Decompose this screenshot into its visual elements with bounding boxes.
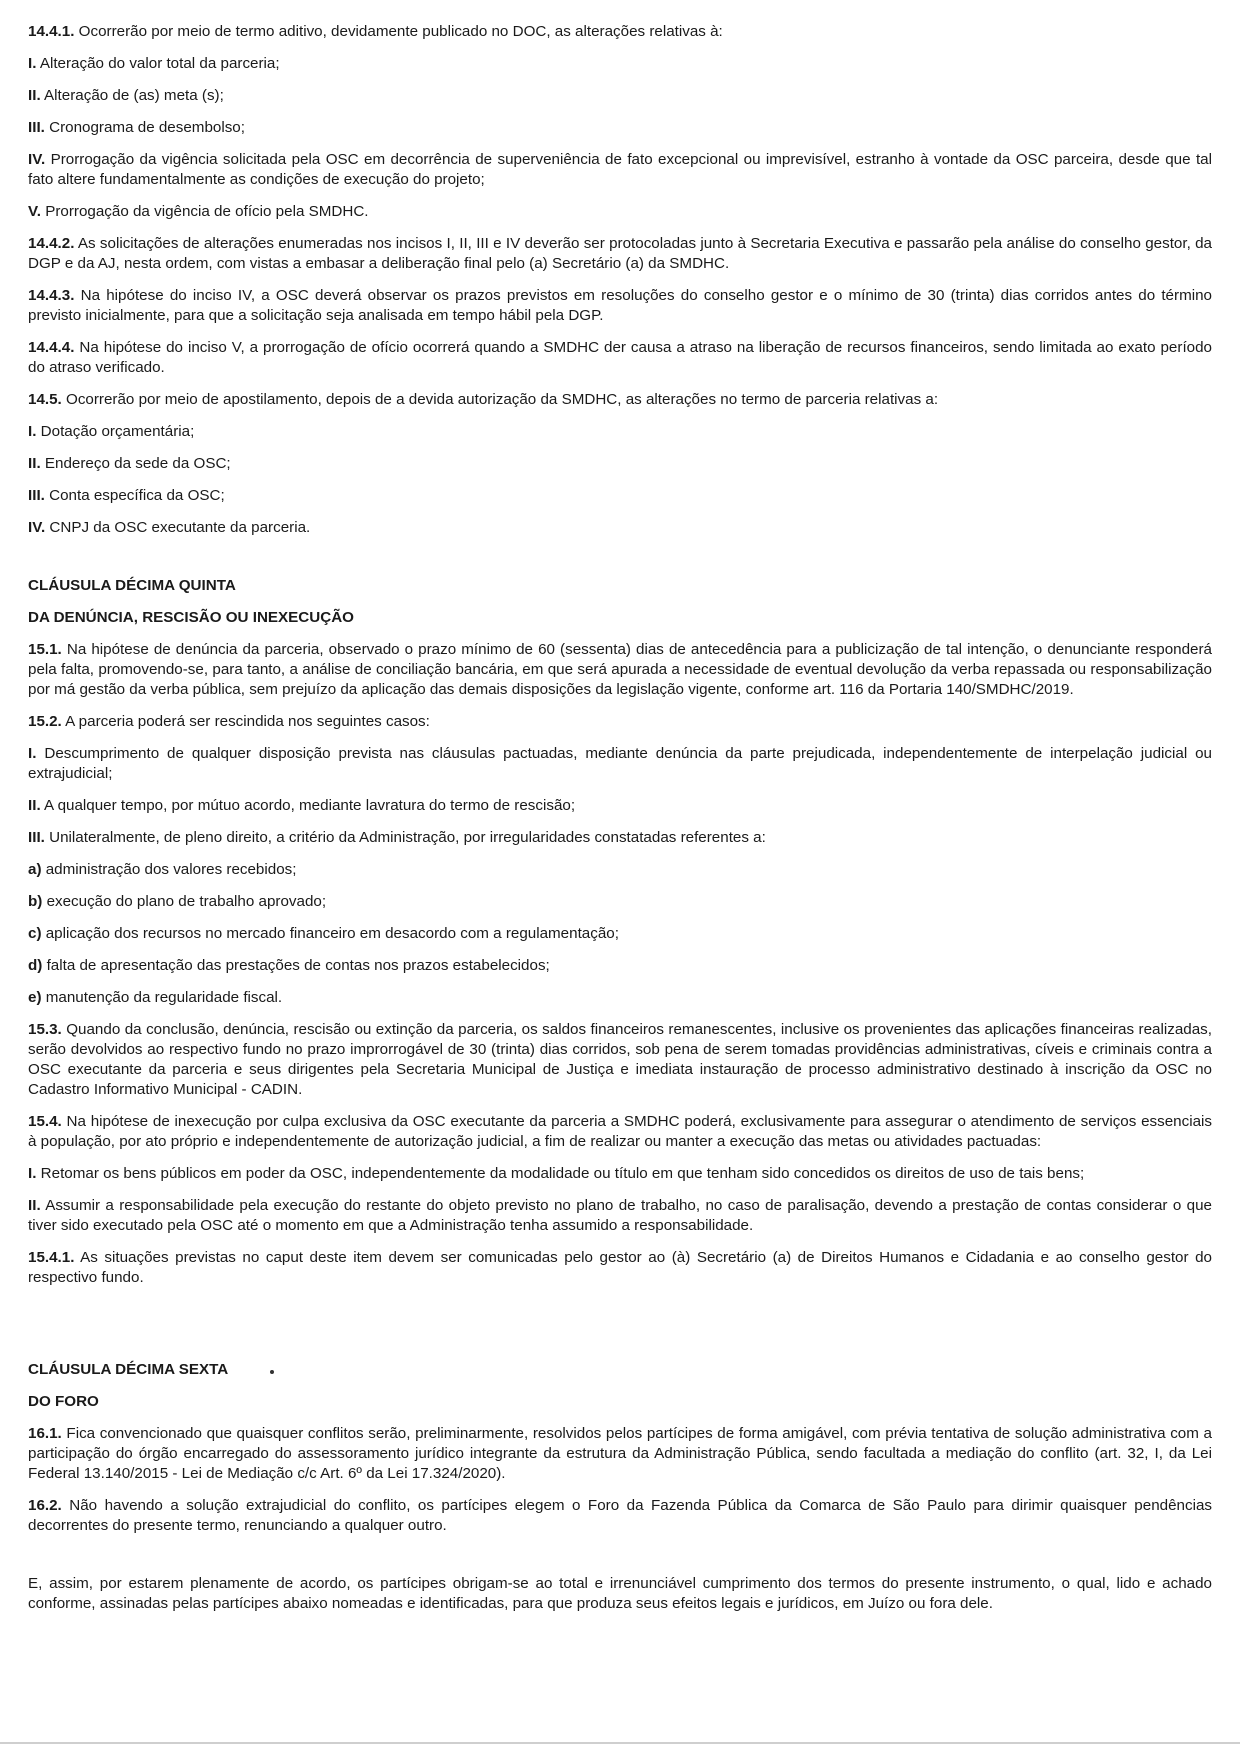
list-item: I. Descumprimento de qualquer disposição prevista nas cláusulas pactuadas, mediante denúncia da parte prejudicada, independentemente de interpelação judicial ou extrajudicial; (28, 745, 1212, 782)
list-item: I. Alteração do valor total da parceria; (28, 55, 280, 72)
clause-15-1: 15.1. Na hipótese de denúncia da parceria, observado o prazo mínimo de 60 (sessenta) dias de antecedência para a publicização de tal intenção, o denunciante responderá pela falta, promovendo-se, para tanto, a análise de conciliação bancária, em que será apurada a necessidade de eventual devolução da verba repassada ou responsabilização por má gestão da verba pública, sem prejuízo da aplicação das demais disposições da legislação vigente, conforme art. 116 da Portaria 140/SMDHC/2019. (28, 641, 1212, 698)
clause-14-4-2: 14.4.2. As solicitações de alterações enumeradas nos incisos I, II, III e IV deverão ser protocoladas junto à Secretaria Executiva e passarão pela análise do conselho gestor, da DGP e da AJ, nesta ordem, com vistas a embasar a deliberação final pelo (a) Secretário (a) da SMDHC. (28, 235, 1212, 272)
list-item: III. Conta específica da OSC; (28, 487, 225, 504)
list-item: III. Unilateralmente, de pleno direito, a critério da Administração, por irregularidades constatadas referentes a: (28, 829, 766, 846)
clause-16-1: 16.1. Fica convencionado que quaisquer conflitos serão, preliminarmente, resolvidos pelos partícipes de forma amigável, com prévia tentativa de solução administrativa com a participação do órgão encarregado do assessoramento jurídico integrante da estrutura da Administração Pública, sendo facultada a mediação do conflito (art. 32, I, da Lei Federal 13.140/2015 - Lei de Mediação c/c Art. 6º da Lei 17.324/2020). (28, 1425, 1212, 1482)
clause-14-5: 14.5. Ocorrerão por meio de apostilamento, depois de a devida autorização da SMDHC, as alterações no termo de parceria relativas a: (28, 391, 939, 408)
list-item: II. Alteração de (as) meta (s); (28, 87, 224, 104)
clause-16-subtitle: DO FORO (28, 1393, 99, 1410)
clause-16-title: CLÁUSULA DÉCIMA SEXTA (28, 1361, 229, 1378)
list-item: I. Dotação orçamentária; (28, 423, 195, 440)
document-page (28, 22, 1212, 1626)
list-item: a) administração dos valores recebidos; (28, 861, 297, 878)
scan-mark (270, 1370, 274, 1374)
clause-14-4-4: 14.4.4. Na hipótese do inciso V, a prorrogação de ofício ocorrerá quando a SMDHC der causa a atraso na liberação de recursos financeiros, sendo limitada ao exato período do atraso verificado. (28, 339, 1212, 376)
list-item: II. A qualquer tempo, por mútuo acordo, mediante lavratura do termo de rescisão; (28, 797, 576, 814)
list-item: II. Assumir a responsabilidade pela execução do restante do objeto previsto no plano de trabalho, no caso de paralisação, devendo a prestação de contas considerar o que tiver sido executado pela OSC até o momento em que a Administração tenha assumido a responsabilidade. (28, 1197, 1212, 1234)
clause-15-2: 15.2. A parceria poderá ser rescindida nos seguintes casos: (28, 713, 430, 730)
clause-16-2: 16.2. Não havendo a solução extrajudicial do conflito, os partícipes elegem o Foro da Fazenda Pública da Comarca de São Paulo para dirimir quaisquer pendências decorrentes do presente termo, renunciando a qualquer outro. (28, 1497, 1212, 1534)
spacer (28, 1548, 1212, 1574)
list-item: c) aplicação dos recursos no mercado financeiro em desacordo com a regulamentação; (28, 925, 619, 942)
clause-15-4-1: 15.4.1. As situações previstas no caput deste item devem ser comunicadas pelo gestor ao (à) Secretário (a) de Direitos Humanos e Cidadania e ao conselho gestor do respectivo fundo. (28, 1249, 1212, 1286)
clause-14-4-1: 14.4.1. Ocorrerão por meio de termo aditivo, devidamente publicado no DOC, as alterações relativas à: (28, 23, 723, 40)
list-item: b) execução do plano de trabalho aprovado; (28, 893, 327, 910)
spacer (28, 1300, 1212, 1360)
list-item: IV. CNPJ da OSC executante da parceria. (28, 519, 311, 536)
list-item: V. Prorrogação da vigência de ofício pela SMDHC. (28, 203, 369, 220)
spacer (28, 550, 1212, 576)
clause-15-title: CLÁUSULA DÉCIMA QUINTA (28, 577, 236, 594)
page-bottom-rule (0, 1742, 1240, 1744)
list-item: II. Endereço da sede da OSC; (28, 455, 231, 472)
list-item: III. Cronograma de desembolso; (28, 119, 245, 136)
clause-15-subtitle: DA DENÚNCIA, RESCISÃO OU INEXECUÇÃO (28, 609, 354, 626)
list-item: IV. Prorrogação da vigência solicitada pela OSC em decorrência de superveniência de fato excepcional ou imprevisível, estranho à vontade da OSC parceira, desde que tal fato altere fundamentalmente as condições de execução do projeto; (28, 151, 1212, 188)
clause-15-4: 15.4. Na hipótese de inexecução por culpa exclusiva da OSC executante da parceria a SMDHC poderá, exclusivamente para assegurar o atendimento de serviços essenciais à população, por ato próprio e independentemente de autorização judicial, a fim de realizar ou manter a execução das metas ou atividades pactuadas: (28, 1113, 1212, 1150)
list-item: e) manutenção da regularidade fiscal. (28, 989, 283, 1006)
clause-14-4-3: 14.4.3. Na hipótese do inciso IV, a OSC deverá observar os prazos previstos em resoluções do conselho gestor e o mínimo de 30 (trinta) dias corridos antes do término previsto inicialmente, para que a solicitação seja analisada em tempo hábil pela DGP. (28, 287, 1212, 324)
list-item: d) falta de apresentação das prestações de contas nos prazos estabelecidos; (28, 957, 550, 974)
closing-paragraph: E, assim, por estarem plenamente de acordo, os partícipes obrigam-se ao total e irrenunciável cumprimento dos termos do presente instrumento, o qual, lido e achado conforme, assinadas pelas partícipes abaixo nomeadas e identificadas, para que produza seus efeitos legais e jurídicos, em Juízo ou fora dele. (28, 1575, 1212, 1612)
clause-15-3: 15.3. Quando da conclusão, denúncia, rescisão ou extinção da parceria, os saldos financeiros remanescentes, inclusive os provenientes das aplicações financeiras realizadas, serão devolvidos ao respectivo fundo no prazo improrrogável de 30 (trinta) dias corridos, sob pena de serem tomadas providências administrativas, cíveis e criminais contra a OSC executante da parceria e seus dirigentes pela Secretaria Municipal de Justiça e imediata instauração de processo administrativo destinado à inscrição da OSC no Cadastro Informativo Municipal - CADIN. (28, 1021, 1212, 1098)
list-item: I. Retomar os bens públicos em poder da OSC, independentemente da modalidade ou título em que tenham sido concedidos os direitos de uso de tais bens; (28, 1165, 1085, 1182)
